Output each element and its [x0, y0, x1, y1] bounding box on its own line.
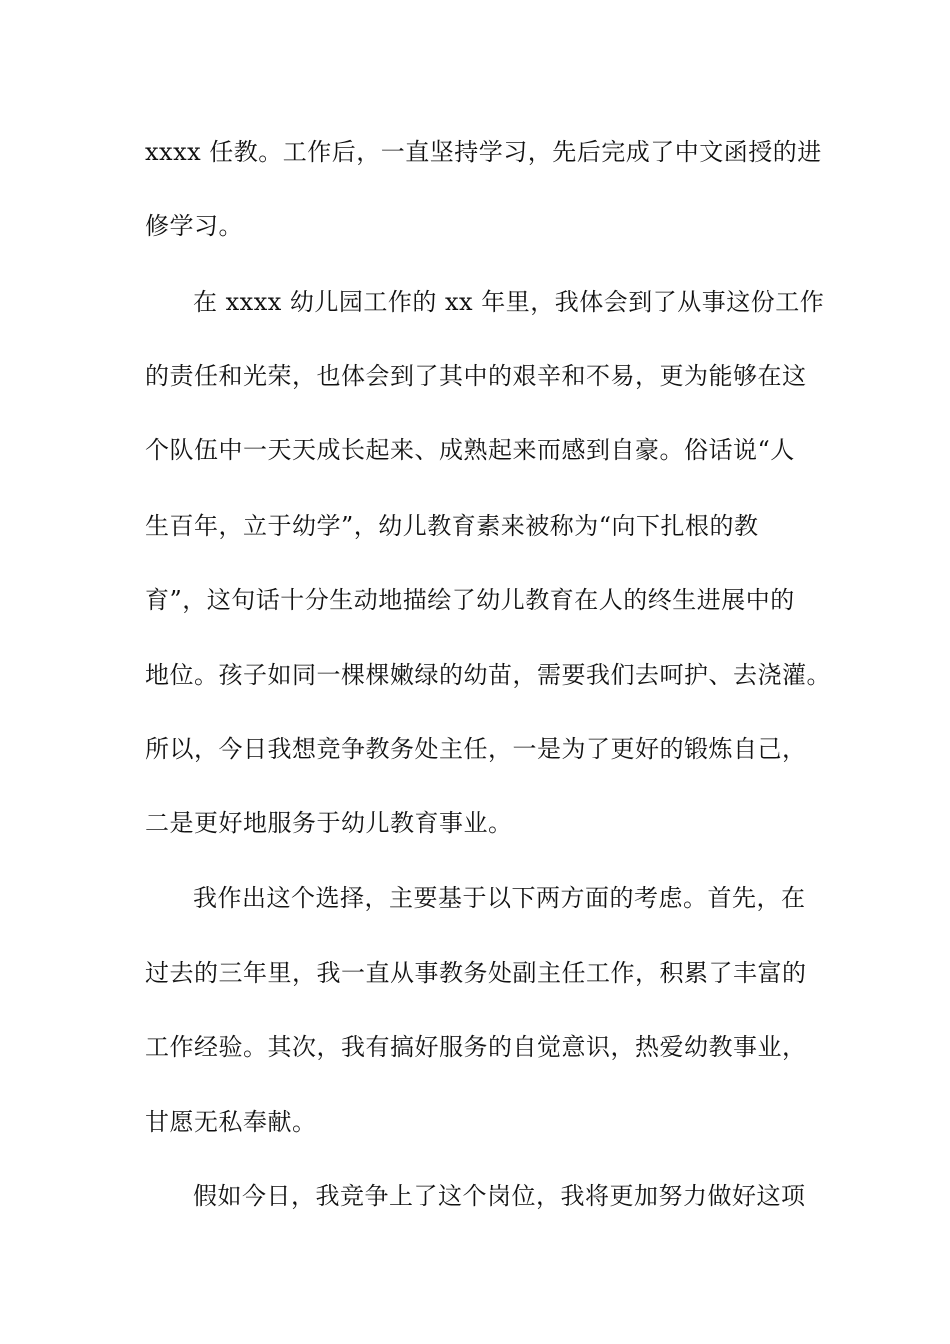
text-line: 生百年，立于幼学”，幼儿教育素来被称为“向下扎根的教	[145, 512, 759, 540]
text-line: 修学习。	[145, 212, 243, 240]
text-line: 二是更好地服务于幼儿教育事业。	[145, 809, 513, 837]
text-line: 育”，这句话十分生动地描绘了幼儿教育在人的终生进展中的	[145, 586, 795, 614]
text-line: 地位。孩子如同一棵棵嫩绿的幼苗，需要我们去呵护、去浇灌。	[145, 661, 831, 689]
paragraph-start-line: 我作出这个选择，主要基于以下两方面的考虑。首先，在	[193, 884, 806, 912]
text-line: 过去的三年里，我一直从事教务处副主任工作，积累了丰富的	[145, 959, 807, 987]
text-line: 所以，今日我想竞争教务处主任，一是为了更好的锻炼自己，	[145, 735, 807, 763]
paragraph-start-line: 假如今日，我竞争上了这个岗位，我将更加努力做好这项	[193, 1182, 806, 1210]
text-line: 的责任和光荣，也体会到了其中的艰辛和不易，更为能够在这	[145, 362, 807, 390]
text-line: 甘愿无私奉献。	[145, 1108, 317, 1136]
text-line: 工作经验。其次，我有搞好服务的自觉意识，热爱幼教事业，	[145, 1033, 807, 1061]
text-line: 个队伍中一天天成长起来、成熟起来而感到自豪。俗话说“人	[145, 436, 795, 464]
paragraph-start-line: 在 xxxx 幼儿园工作的 xx 年里，我体会到了从事这份工作	[193, 288, 825, 316]
text-line: xxxx 任教。工作后，一直坚持学习，先后完成了中文函授的进	[145, 138, 822, 166]
